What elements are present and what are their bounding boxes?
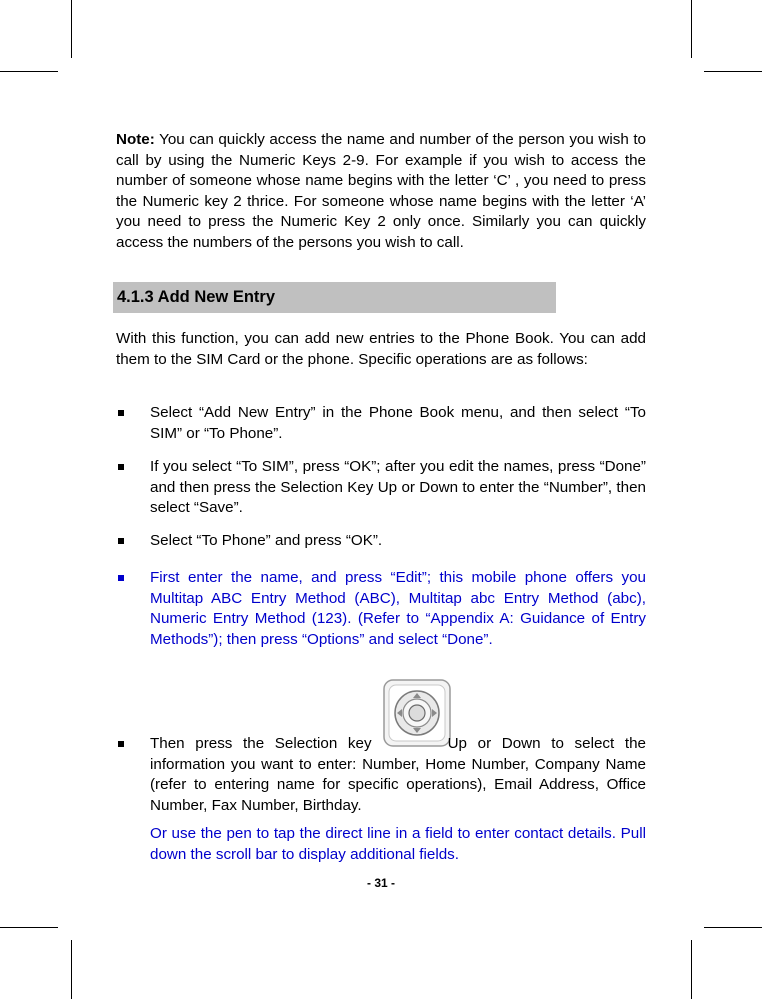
crop-mark	[0, 71, 58, 72]
bullet-square-icon	[118, 410, 124, 416]
list-item-text: First enter the name, and press “Edit”; this mobile phone offers you Multitap ABC Entry Method (ABC), Multitap abc Entry Method (abc), Numeric Entry Method (123). (Refer to “Appendix A: Guidance of Entry Methods”); then press “Options” and select “Done”.	[150, 569, 646, 648]
list-item	[116, 734, 646, 816]
list-item-text: Select “Add New Entry” in the Phone Book menu, and then select “To SIM” or “To Phone”.	[150, 404, 646, 442]
crop-mark	[691, 940, 692, 999]
bullet-square-icon	[118, 464, 124, 470]
section-intro: With this function, you can add new entries to the Phone Book. You can add them to the SIM Card or the phone. Specific operations are as follows:	[116, 330, 646, 368]
list-item-text: If you select “To SIM”, press “OK”; after you edit the names, press “Done” and then press the Selection Key Up or Down to enter the “Number”, then select “Save”.	[150, 458, 646, 517]
list-item-text	[150, 734, 646, 816]
list-item-text-after: Up or Down to select the information you want to enter: Number, Home Number, Company Name (refer to entering name for specific operations), Email Address, Office Number, Fax Number, Birthday.	[150, 735, 646, 814]
list-item-text: Select “To Phone” and press “OK”.	[150, 532, 383, 549]
note-paragraph	[116, 130, 646, 254]
crop-mark	[704, 71, 762, 72]
crop-mark	[704, 927, 762, 928]
crop-mark	[0, 927, 58, 928]
crop-mark	[71, 0, 72, 58]
list-item	[116, 531, 646, 552]
list-item	[116, 568, 646, 650]
note-text: You can quickly access the name and number of the person you wish to call by using the Numeric Keys 2-9. For example if you wish to access the number of someone whose name begins with the letter ‘C’ , you need to press the Numeric key 2 thrice. For someone whose name begins with the letter ‘A’ you need to press the Numeric Key 2 only once. Similarly you can quickly access the numbers of the persons you wish to call.	[116, 131, 646, 251]
list-item	[116, 457, 646, 519]
list-item	[116, 403, 646, 444]
pen-note: Or use the pen to tap the direct line in a field to enter contact details. Pull down the scroll bar to display additional fields.	[150, 825, 646, 863]
crop-mark	[691, 0, 692, 58]
bullet-square-icon	[118, 538, 124, 544]
list-item-text-before: Then press the Selection key	[150, 735, 372, 752]
crop-mark	[71, 940, 72, 999]
section-heading: 4.1.3 Add New Entry	[113, 282, 556, 313]
bullet-square-icon	[118, 575, 124, 581]
bullet-square-icon	[118, 741, 124, 747]
note-label: Note:	[116, 131, 155, 148]
page-number: - 31 -	[366, 876, 395, 890]
